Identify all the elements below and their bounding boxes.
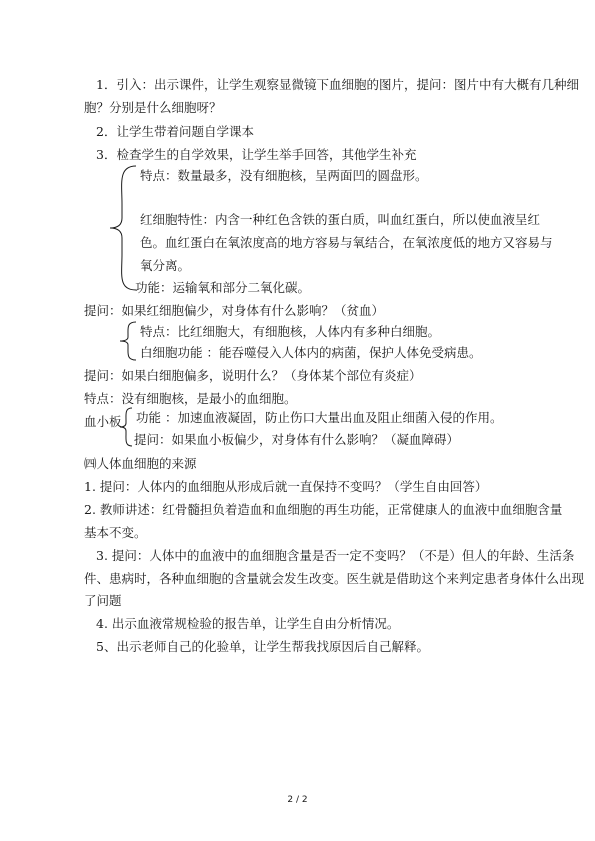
section-heading-source: ㈣人体血细胞的来源	[84, 456, 197, 471]
red-cell-property-line3: 氧分离。	[140, 258, 191, 273]
paragraph-intro-line2: 胞？分别是什么细胞呀？	[84, 100, 222, 115]
platelet-brace	[118, 406, 134, 448]
paragraph-intro-line1: 1．引入：出示课件，让学生观察显微镜下血细胞的图片，提问：图片中有大概有几种细	[96, 77, 579, 92]
source-item-5: 5、出示老师自己的化验单，让学生帮我找原因后自己解释。	[96, 639, 429, 654]
red-cell-brace	[108, 164, 138, 292]
question-platelets: 提问：如果血小板偏少，对身体有什么影响？（凝血障碍）	[134, 432, 460, 447]
source-item-4: 4. 出示血液常规检验的报告单，让学生自由分析情况。	[96, 616, 400, 631]
source-item-3-line1: 3. 提问：人体中的血液中的血细胞含量是否一定不变吗？（不是）但人的年龄、生活条	[96, 548, 575, 563]
source-item-3-line2: 件、患病时，各种血细胞的含量就会发生改变。医生就是借助这个来判定患者身体什么出现	[84, 571, 585, 586]
question-red-cells: 提问：如果红细胞偏少，对身体有什么影响？（贫血）	[84, 303, 385, 318]
source-item-1: 1. 提问：人体内的血细胞从形成后就一直保持不变吗？（学生自由回答）	[84, 479, 488, 494]
step-3-text: 3．检查学生的自学效果，让学生举手回答，其他学生补充	[96, 147, 417, 162]
source-item-2-line1: 2. 教师讲述：红骨髓担负着造血和血细胞的再生功能，正常健康人的血液中血细胞含量	[84, 502, 563, 517]
step-2-text: 2．让学生带着问题自学课本	[96, 124, 254, 139]
question-white-cells: 提问：如果白细胞偏多，说明什么？（身体某个部位有炎症）	[84, 368, 422, 383]
red-cell-function: 功能：运输氧和部分二氧化碳。	[135, 280, 311, 295]
red-cell-property-line2: 色。血红蛋白在氧浓度高的地方容易与氧结合，在氧浓度低的地方又容易与	[140, 235, 553, 250]
source-item-3-line3: 了问题	[84, 593, 122, 608]
white-cell-function: 白细胞功能 ：能吞噬侵入人体内的病菌，保护人体免受病患。	[140, 345, 482, 360]
white-cell-brace	[118, 320, 138, 362]
platelet-label: 血小板	[84, 414, 122, 429]
red-cell-property-line1: 红细胞特性：内含一种红色含铁的蛋白质，叫血红蛋白，所以使血液呈红	[140, 212, 541, 227]
red-cell-feature: 特点：数量最多，没有细胞核，呈两面凹的圆盘形。	[140, 168, 428, 183]
platelet-feature: 特点：没有细胞核，是最小的血细胞。	[84, 391, 297, 406]
page-number: 2 / 2	[287, 795, 308, 805]
platelet-function: 功能 ：加速血液凝固，防止伤口大量出血及阻止细菌入侵的作用。	[136, 410, 503, 425]
source-item-2-line2: 基本不变。	[84, 525, 147, 540]
white-cell-feature: 特点：比红细胞大，有细胞核，人体内有多种白细胞。	[140, 324, 441, 339]
